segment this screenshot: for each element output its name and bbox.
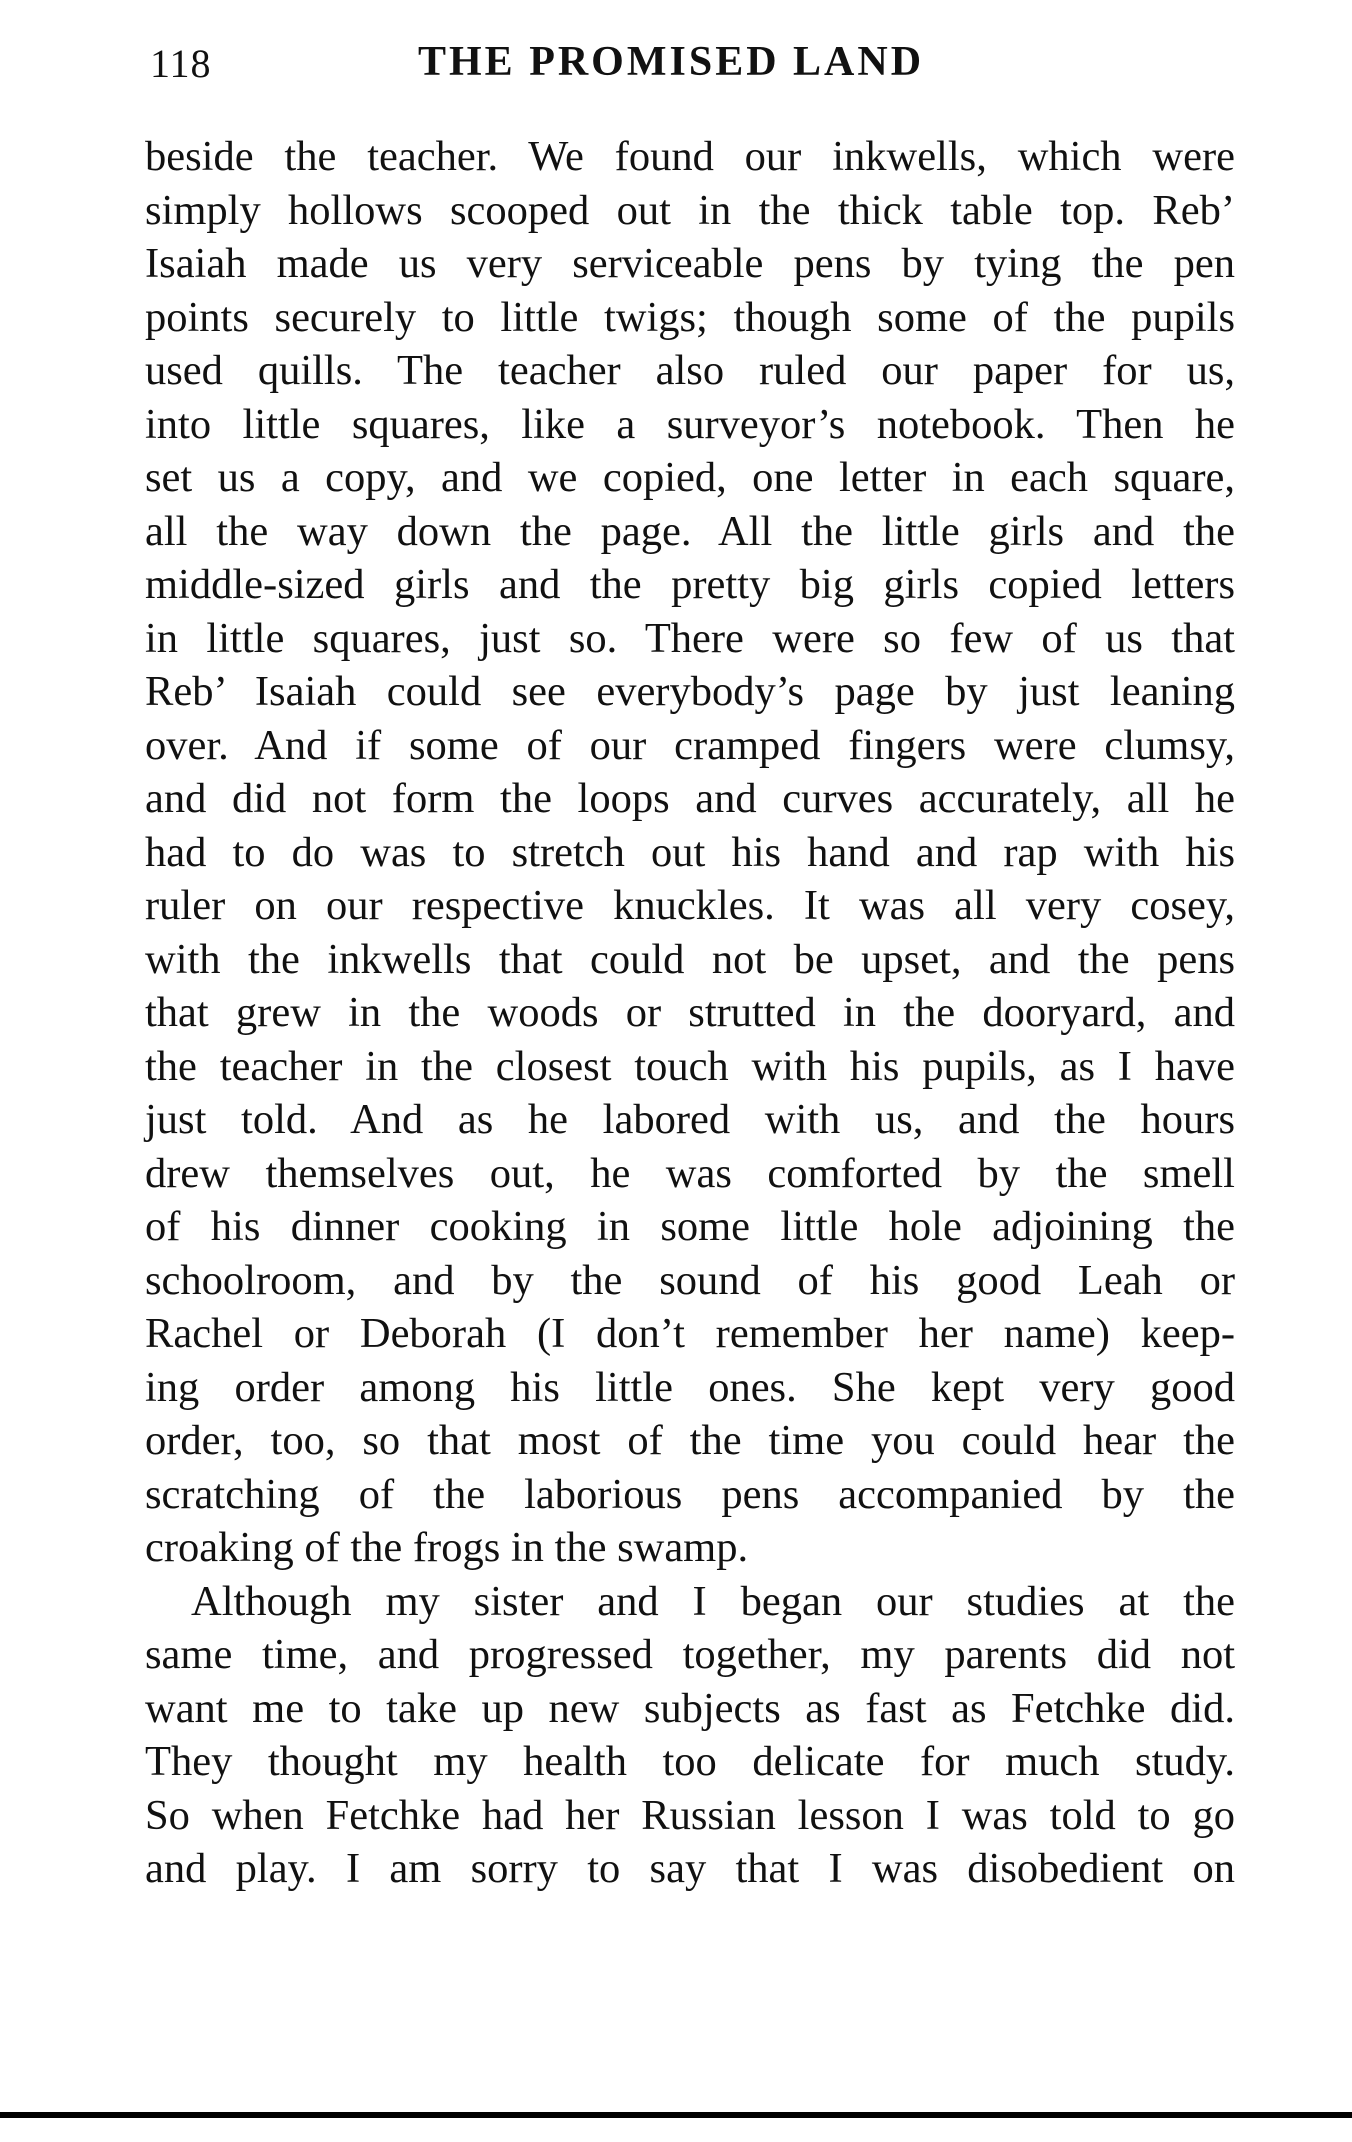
text-line: used quills. The teacher also ruled our paper for us, (145, 347, 1235, 394)
text-line: into little squares, like a surveyor’s notebook. Then he (145, 400, 1235, 448)
text-line: all the way down the page. All the little girls and the (145, 507, 1235, 555)
text-line: order, too, so that most of the time you could hear the (145, 1417, 1235, 1464)
text-line: Rachel or Deborah (I don’t remember her name) keep- (145, 1310, 1235, 1357)
running-title: THE PROMISED LAND (418, 39, 925, 85)
text-line: just told. And as he labored with us, and the hours (145, 1096, 1235, 1143)
text-line: Although my sister and I began our studies at the (191, 1577, 1235, 1625)
text-line: the teacher in the closest touch with his pupils, as I have (145, 1042, 1235, 1090)
text-line: schoolroom, and by the sound of his good Leah or (145, 1256, 1235, 1304)
text-line: drew themselves out, he was comforted by the smell (145, 1149, 1235, 1197)
text-line: over. And if some of our cramped fingers were clumsy, (145, 721, 1235, 769)
text-line: with the inkwells that could not be upset, and the pens (145, 935, 1235, 983)
text-line: So when Fetchke had her Russian lesson I was told to go (145, 1791, 1235, 1839)
text-line: croaking of the frogs in the swamp. (145, 1524, 749, 1571)
text-line: middle-sized girls and the pretty big girls copied letters (145, 561, 1235, 608)
text-line: They thought my health too delicate for much study. (145, 1738, 1235, 1785)
text-line: in little squares, just so. There were so few of us that (145, 614, 1235, 662)
text-line: simply hollows scooped out in the thick table top. Reb’ (145, 186, 1235, 234)
text-line: ruler on our respective knuckles. It was all very cosey, (145, 882, 1235, 929)
bottom-rule (0, 2112, 1352, 2118)
text-line: scratching of the laborious pens accompanied by the (145, 1470, 1235, 1518)
text-line: want me to take up new subjects as fast as Fetchke did. (145, 1684, 1235, 1732)
text-line: same time, and progressed together, my parents did not (145, 1631, 1235, 1678)
text-line: and did not form the loops and curves accurately, all he (145, 775, 1235, 822)
text-line: set us a copy, and we copied, one letter in each square, (145, 454, 1235, 501)
text-line: and play. I am sorry to say that I was disobedient on (145, 1845, 1235, 1892)
page-number: 118 (150, 41, 212, 86)
text-line: Reb’ Isaiah could see everybody’s page by just leaning (145, 668, 1235, 715)
text-line: that grew in the woods or strutted in the dooryard, and (145, 989, 1235, 1036)
text-line: points securely to little twigs; though some of the pupils (145, 293, 1235, 341)
text-line: had to do was to stretch out his hand and rap with his (145, 828, 1235, 876)
text-line: beside the teacher. We found our inkwells, which were (145, 133, 1235, 180)
body-text (145, 130, 1235, 1896)
text-line: of his dinner cooking in some little hole adjoining the (145, 1203, 1235, 1250)
text-line: ing order among his little ones. She kept very good (145, 1363, 1235, 1411)
text-line: Isaiah made us very serviceable pens by tying the pen (145, 240, 1235, 287)
